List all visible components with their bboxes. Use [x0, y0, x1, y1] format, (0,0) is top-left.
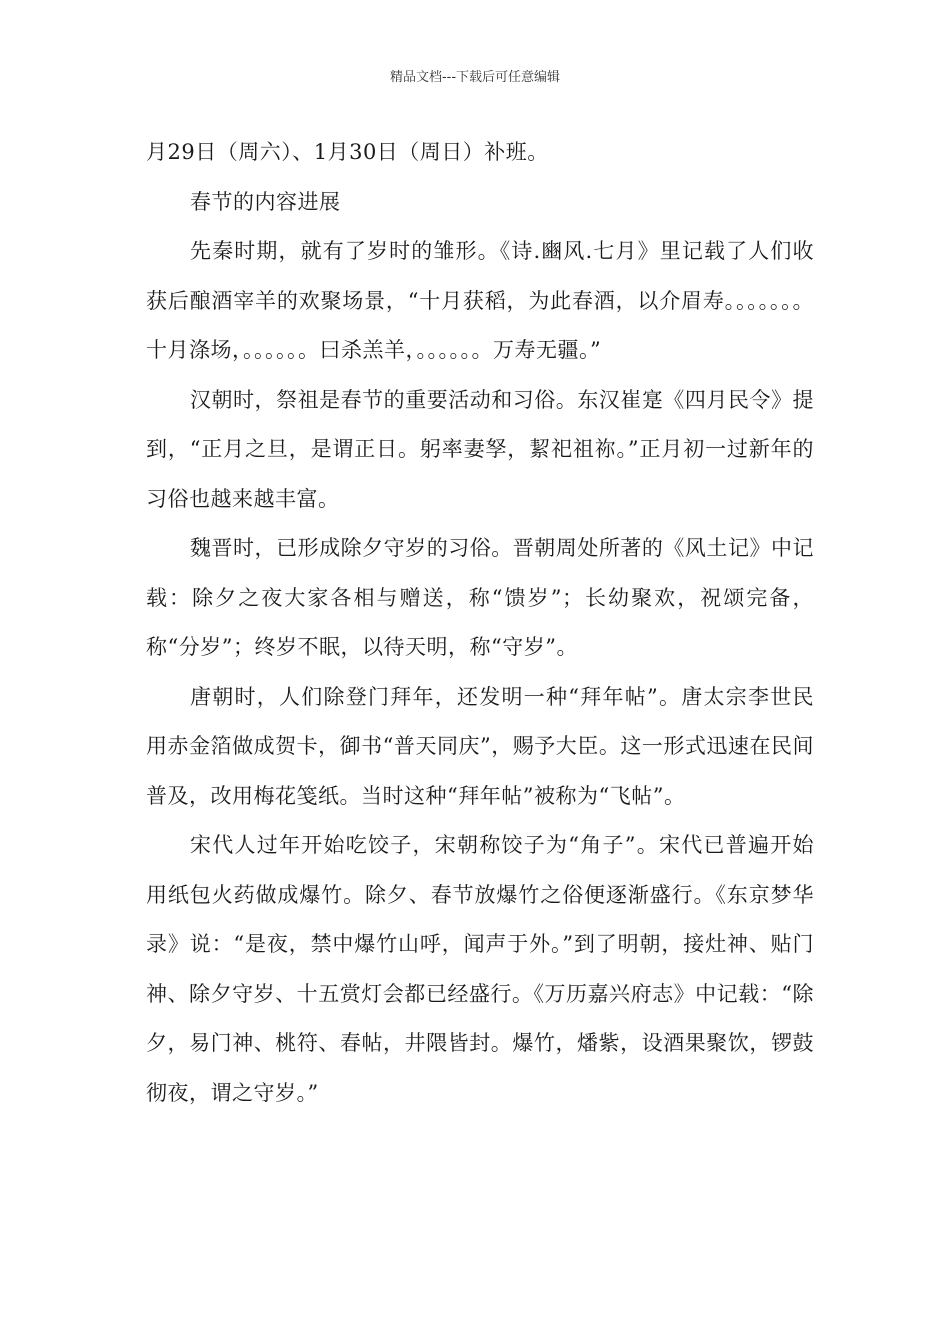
document-body	[146, 128, 814, 1118]
paragraph-pre-qin: 先秦时期，就有了岁时的雏形。《诗.豳风.七月》里记载了人们收获后酿酒宰羊的欢聚场景，“十月获稻，为此春酒，以介眉寿。。。。。。。十月涤场，。。。。。。曰杀羔羊，。。。。。。万寿无疆。”	[146, 239, 814, 362]
paragraph-song-ming: 宋代人过年开始吃饺子，宋朝称饺子为“角子”。宋代已普遍开始用纸包火药做成爆竹。除夕、春节放爆竹之俗便逐渐盛行。《东京梦华录》说：“是夜，禁中爆竹山呼，闻声于外。”到了明朝，接灶神、贴门神、除夕守岁、十五赏灯会都已经盛行。《万历嘉兴府志》中记载：“除夕，易门神、桃符、春帖，井隈皆封。爆竹，燔紫，设酒果聚饮，锣鼓彻夜，谓之守岁。”	[146, 833, 814, 1105]
paragraph-1: 月29日（周六）、1月30日（周日）补班。	[146, 140, 549, 164]
paragraph-han: 汉朝时，祭祖是春节的重要活动和习俗。东汉崔寔《四月民令》提到，“正月之旦，是谓正日。躬率妻孥，絜祀祖祢。”正月初一过新年的习俗也越来越丰富。	[146, 387, 814, 511]
section-heading: 春节的内容进展	[190, 189, 341, 214]
paragraph-wei-jin: 魏晋时，已形成除夕守岁的习俗。晋朝周处所著的《风土记》中记载：除夕之夜大家各相与赠送，称“馈岁”；长幼聚欢，祝颂完备，称“分岁”；终岁不眠，以待天明，称“守岁”。	[146, 536, 814, 659]
paragraph-tang: 唐朝时，人们除登门拜年，还发明一种“拜年帖”。唐太宗李世民用赤金箔做成贺卡，御书“普天同庆”，赐予大臣。这一形式迅速在民间普及，改用梅花笺纸。当时这种“拜年帖”被称为“飞帖”。	[146, 684, 814, 808]
page-header: 精品文档---下载后可任意编辑	[389, 70, 561, 85]
